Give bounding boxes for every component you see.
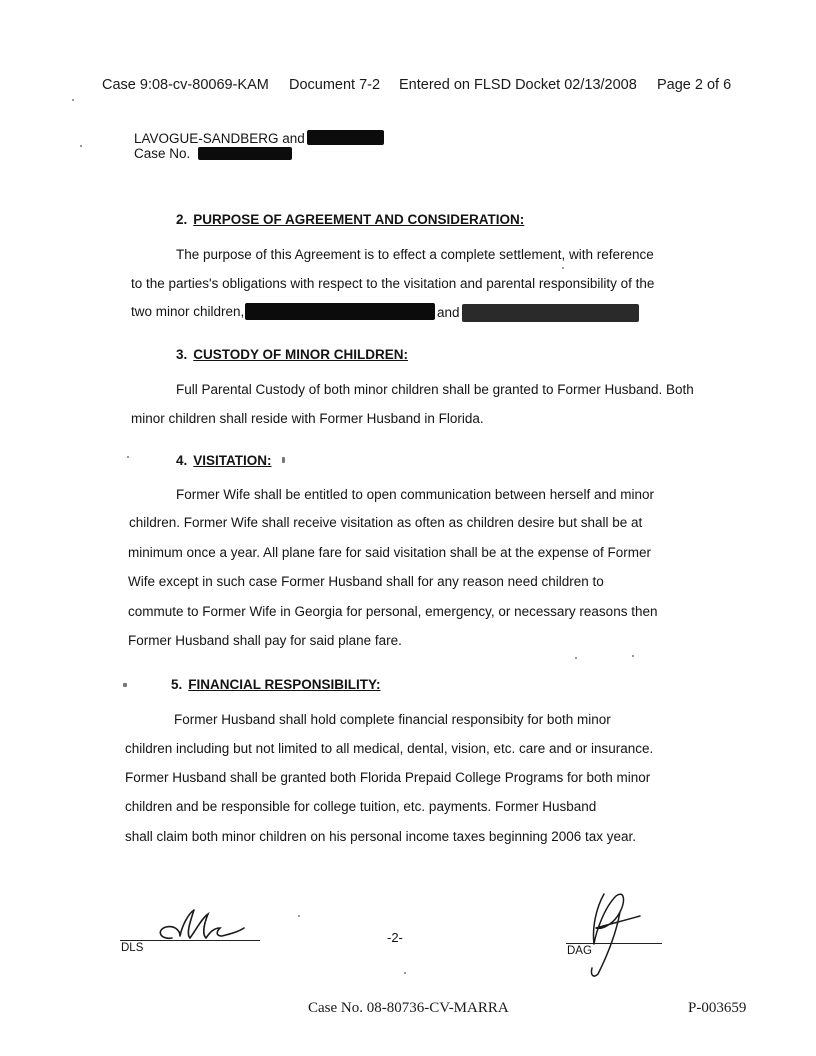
scan-speck [72,99,74,101]
section-4-line-3: minimum once a year. All plane fare for said visitation shall be at the expense of Former [128,545,652,560]
section-2-title: PURPOSE OF AGREEMENT AND CONSIDERATION: [193,212,525,227]
section-4-line-2: children. Former Wife shall receive visitation as often as children desire but shall be at [129,515,643,530]
redaction-child-name-1 [245,303,435,320]
section-3-line-2: minor children shall reside with Former Husband in Florida. [131,411,484,426]
section-5-heading [171,677,381,692]
section-4-line-4: Wife except in such case Former Husband shall for any reason need children to [128,574,604,589]
section-4-heading [176,453,272,468]
header-case-number: Case 9:08-cv-80069-KAM [102,77,269,93]
section-5-line-2: children including but not limited to all medical, dental, vision, etc. care and or insurance. [125,741,654,756]
footer-case-number: Case No. 08-80736-CV-MARRA [308,1000,509,1016]
section-4-number: 4. [176,453,188,468]
scan-speck [562,267,564,269]
scan-speck [298,915,300,917]
header-docket-entry: Entered on FLSD Docket 02/13/2008 [399,77,637,93]
header-page-count: Page 2 of 6 [657,77,732,93]
section-2-connector: and [437,305,460,320]
caption-parties: LAVOGUE-SANDBERG and [134,131,305,146]
section-5-line-3: Former Husband shall be granted both Florida Prepaid College Programs for both minor [125,770,651,785]
scan-speck [404,972,406,974]
section-3-title: CUSTODY OF MINOR CHILDREN: [193,347,409,362]
section-2-line-3: two minor children, [131,304,245,319]
left-handwritten-initials [150,908,250,948]
redaction-child-name-2 [462,304,639,322]
section-5-line-1: Former Husband shall hold complete financial responsibity for both minor [174,712,611,727]
section-5-line-4: children and be responsible for college tuition, etc. payments. Former Husband [125,799,597,814]
section-5-number: 5. [171,677,183,692]
right-handwritten-initials [576,888,646,978]
section-3-number: 3. [176,347,188,362]
section-2-line-2: to the parties's obligations with respect to the visitation and parental responsibility of the [131,276,655,291]
section-4-line-5: commute to Former Wife in Georgia for personal, emergency, or necessary reasons then [128,604,658,619]
left-initials-label: DLS [121,942,144,954]
section-5-title: FINANCIAL RESPONSIBILITY: [188,677,381,692]
right-initials-label: DAG [567,945,592,957]
scan-speck [575,657,577,659]
section-3-heading [176,347,408,362]
scan-speck [282,457,285,463]
redaction-case-number [198,147,292,160]
footer-bates-number: P-003659 [688,1000,747,1016]
scan-speck [632,655,634,657]
section-2-line-1: The purpose of this Agreement is to effect a complete settlement, with reference [176,247,654,262]
section-5-line-5: shall claim both minor children on his personal income taxes beginning 2006 tax year. [125,829,637,844]
page-marker: -2- [387,930,403,945]
header-document-number: Document 7-2 [289,77,381,93]
section-2-number: 2. [176,212,188,227]
section-2-heading [176,212,524,227]
scan-speck [127,456,129,458]
section-4-title: VISITATION: [193,453,272,468]
scan-speck [123,683,127,687]
section-4-line-1: Former Wife shall be entitled to open communication between herself and minor [176,487,654,502]
redaction-party-name [307,130,384,145]
section-4-line-6: Former Husband shall pay for said plane fare. [128,633,402,648]
scan-speck [80,145,82,147]
caption-case-no-label: Case No. [134,146,191,161]
section-3-line-1: Full Parental Custody of both minor children shall be granted to Former Husband. Both [176,382,694,397]
